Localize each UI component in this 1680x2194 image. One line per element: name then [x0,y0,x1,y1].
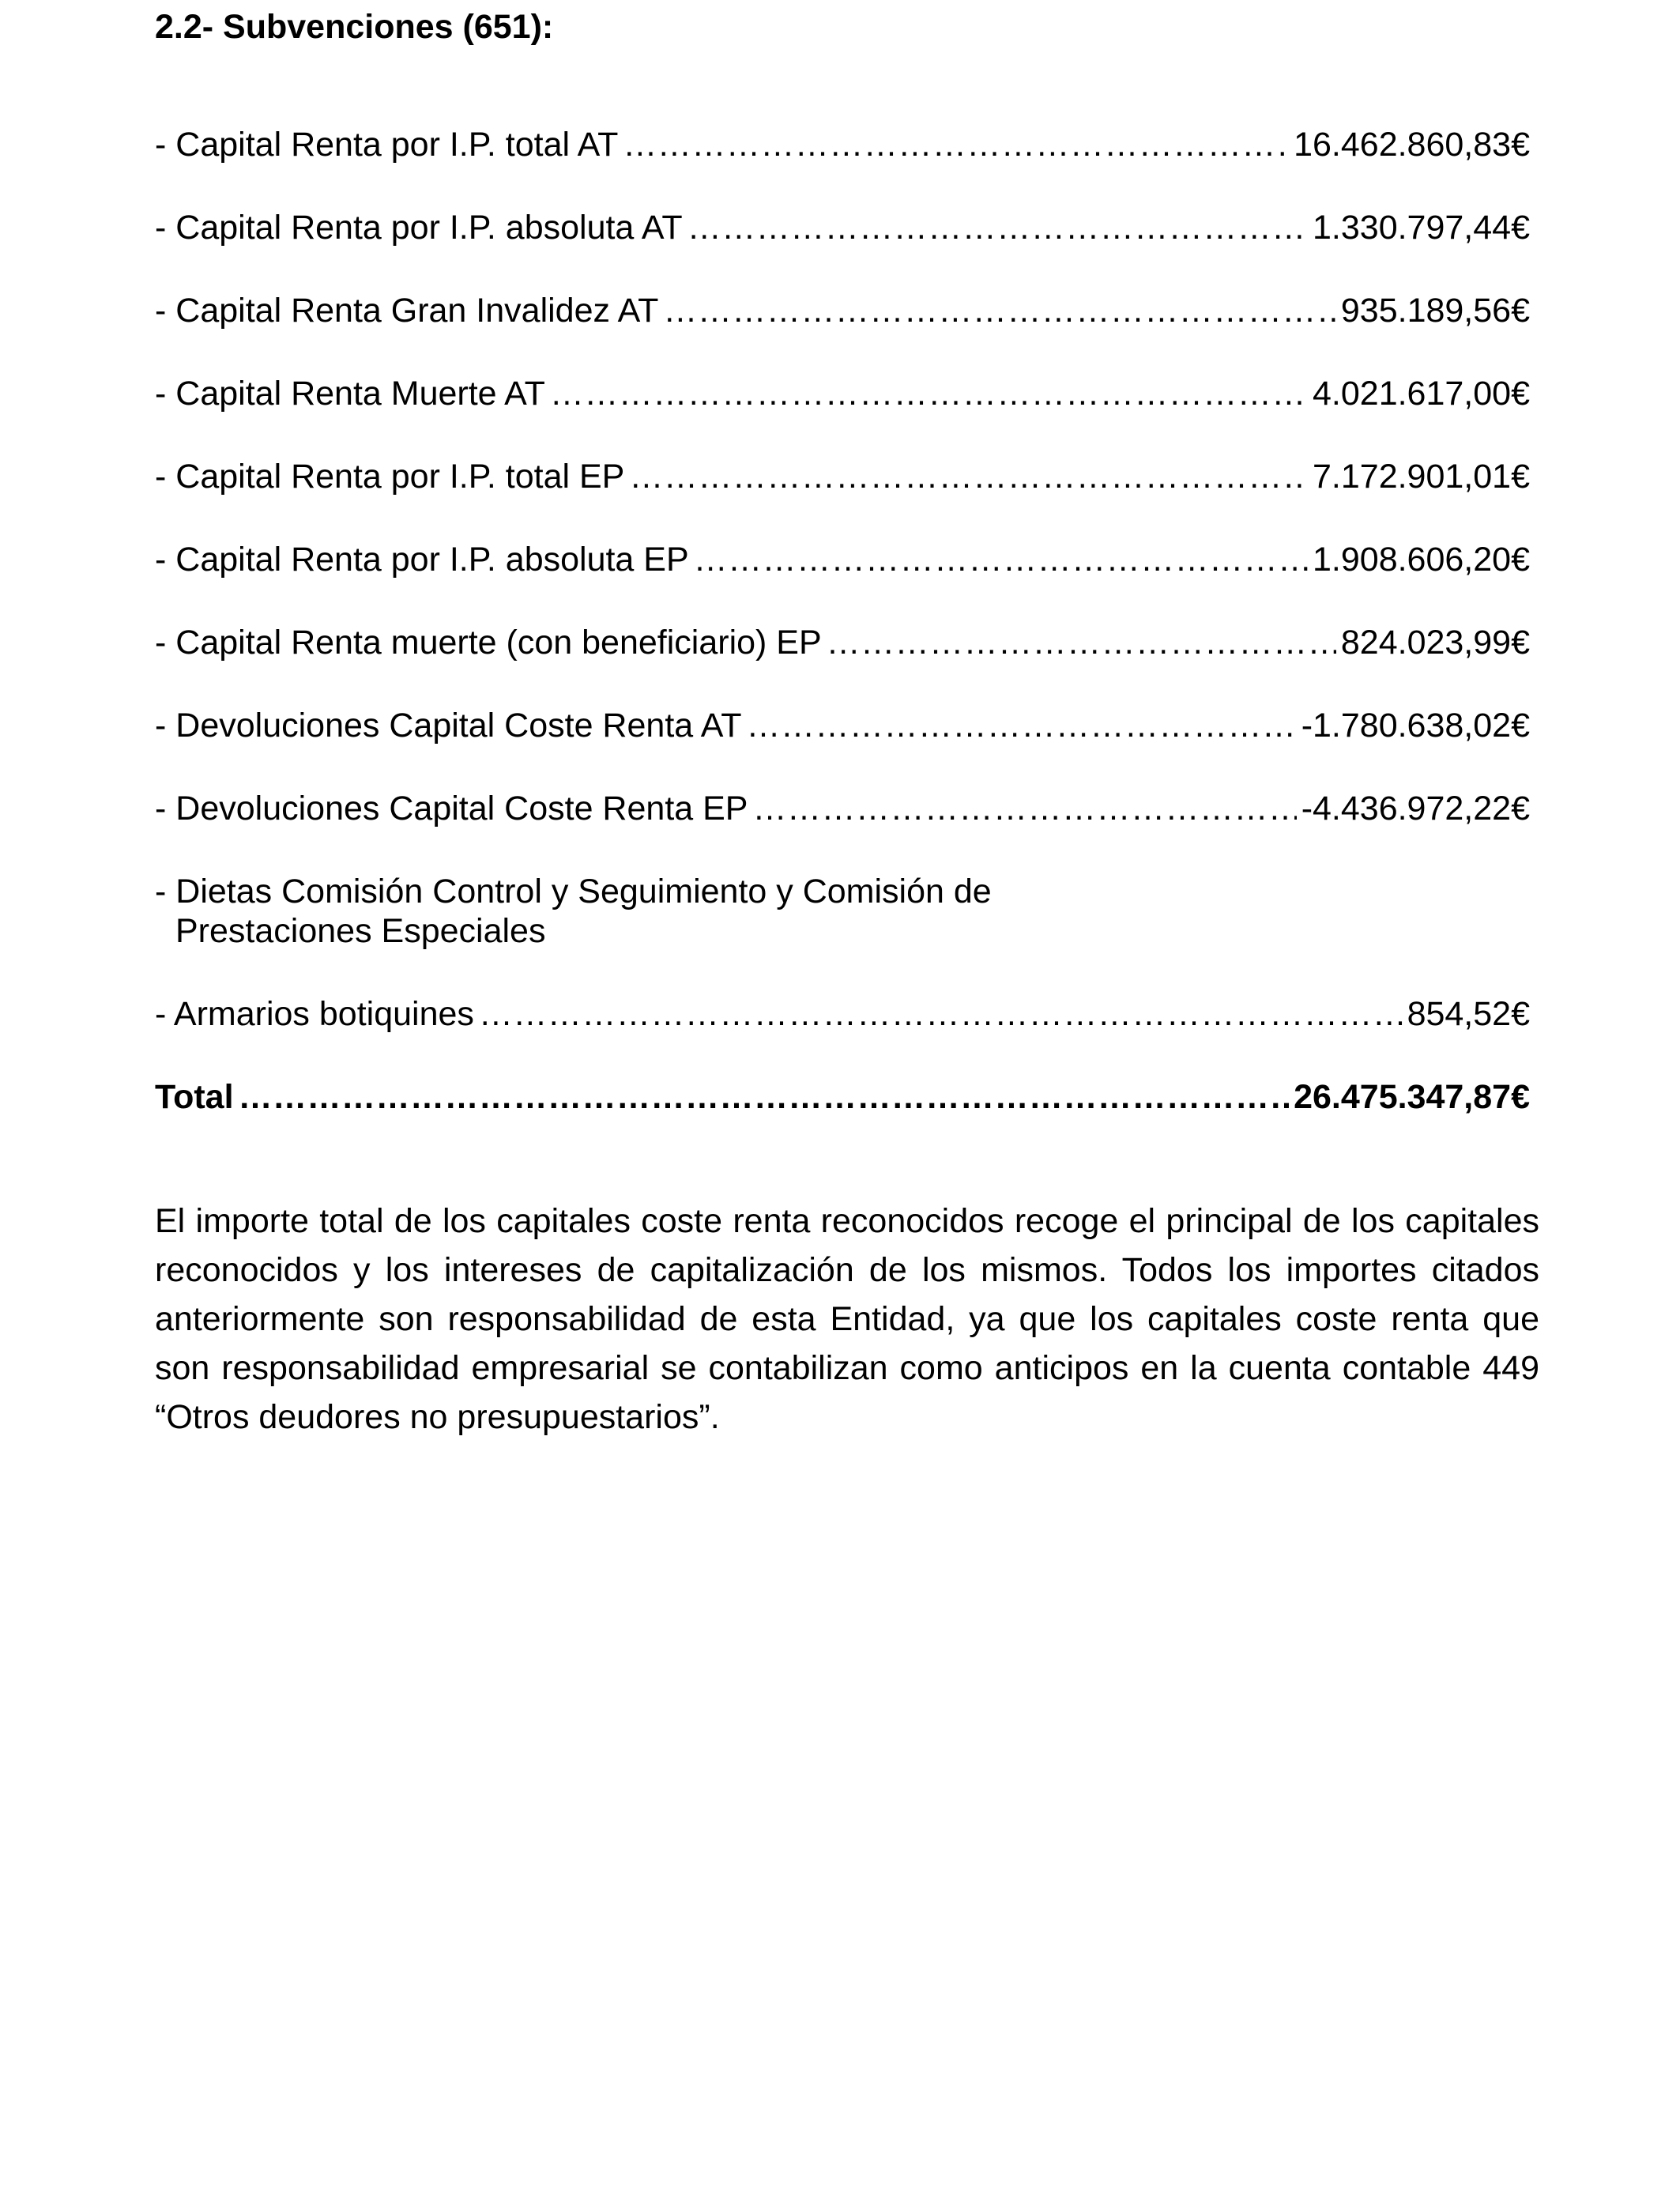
dot-leader [239,1077,1290,1117]
list-item [155,208,1530,247]
total-row [155,1077,1530,1117]
item-amount: 1.330.797,44€ [1313,209,1530,247]
item-amount: 4.021.617,00€ [1313,375,1530,413]
item-amount: -1.780.638,02€ [1301,707,1530,745]
dot-leader [479,994,1403,1034]
dot-leader [687,208,1308,247]
item-amount: 935.189,56€ [1340,292,1530,330]
item-label: - Capital Renta Gran Invalidez AT [155,292,659,330]
dot-leader [747,706,1297,745]
dot-leader [694,540,1308,579]
list-item [155,706,1530,745]
list-item [155,457,1530,496]
dot-leader [827,623,1336,662]
list-item [155,125,1530,164]
total-label: Total [155,1078,234,1116]
item-label: - Capital Renta muerte (con beneficiario) EP [155,624,822,662]
item-label: - Dietas Comisión Control y Seguimiento y Comisión de [155,873,992,910]
list-item [155,374,1530,413]
item-amount: -4.436.972,22€ [1301,790,1530,827]
item-amount: 7.172.901,01€ [1313,458,1530,496]
dot-leader [629,457,1308,496]
dot-leader [550,374,1308,413]
item-label-continued: Prestaciones Especiales [175,912,546,950]
dot-leader [663,291,1336,330]
list-item [155,789,1530,828]
item-label: - Capital Renta por I.P. total AT [155,126,619,164]
item-label: - Armarios botiquines [155,995,474,1033]
list-item [155,540,1530,579]
item-label: - Capital Renta por I.P. absoluta EP [155,541,689,579]
list-item [155,623,1530,662]
list-item [155,994,1530,1034]
item-amount: 16.462.860,83€ [1294,126,1530,164]
list-item [155,291,1530,330]
item-label: - Devoluciones Capital Coste Renta EP [155,790,748,827]
section-heading: 2.2- Subvenciones (651): [155,8,554,46]
item-label: - Capital Renta Muerte AT [155,375,545,413]
list-item [155,872,1530,951]
total-amount: 26.475.347,87€ [1294,1078,1530,1116]
item-label: - Devoluciones Capital Coste Renta AT [155,707,742,745]
item-amount: 824.023,99€ [1340,624,1530,662]
explanatory-paragraph: El importe total de los capitales coste renta reconocidos recoge el principal de los capitales reconocidos y los intereses de capitalización de los mismos. Todos los importes citados anteriormente son responsabilidad de esta Entidad, ya que los capitales coste renta que son responsabilidad empresarial se contabilizan como anticipos en la cuenta contable 449 “Otros deudores no presupuestarios”. [155,1202,1539,1436]
item-label: - Capital Renta por I.P. total EP [155,458,625,496]
item-amount: 1.908.606,20€ [1313,541,1530,579]
item-amount: 854,52€ [1407,995,1530,1033]
dot-leader [623,125,1289,164]
item-label: - Capital Renta por I.P. absoluta AT [155,209,683,247]
subsidies-list [155,125,1546,1160]
dot-leader [752,789,1296,828]
